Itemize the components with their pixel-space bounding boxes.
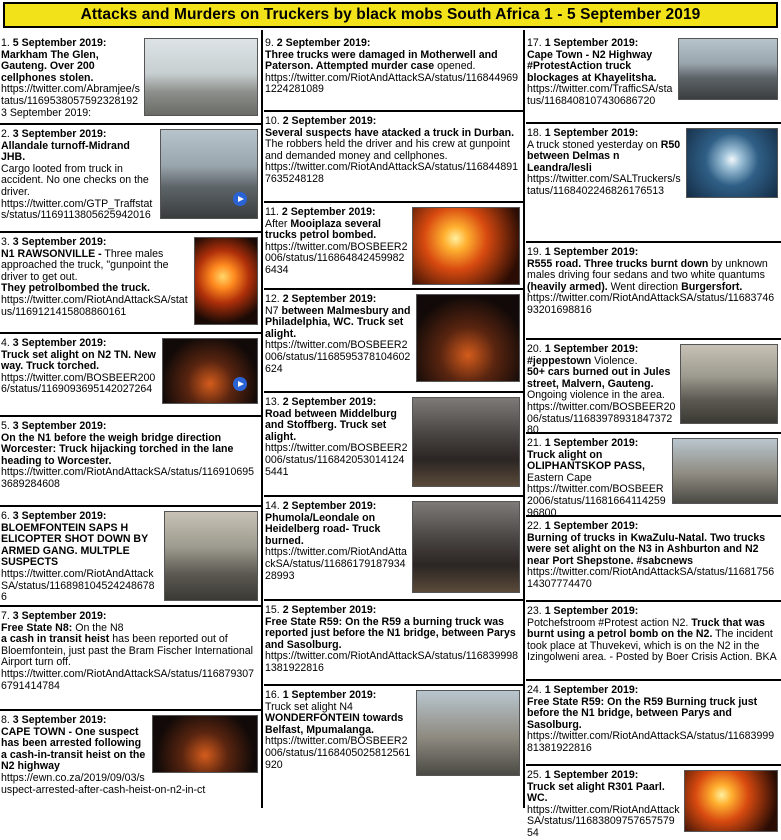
play-icon[interactable] xyxy=(233,192,247,206)
entry-link[interactable]: https://twitter.com/BOSBEER2006/status/1168648424599826434 xyxy=(265,240,408,276)
page-title: Attacks and Murders on Truckers by black mobs South Africa 1 - 5 September 2019 xyxy=(80,6,701,23)
list-item: 12. 2 September 2019: N7 between Malmesbury and Philadelphia, WC. Truck set alight. https://twitter.com/BOSBEER2006/status/1168595378104602624 xyxy=(264,288,523,388)
column-right xyxy=(526,34,781,839)
highway-photo xyxy=(678,38,778,100)
page-title-bar xyxy=(3,2,778,28)
list-item: 22. 1 September 2019: Burning of trucks in KwaZulu-Natal. Two trucks were set alight on the N3 in Ashburton and N2 near Port Shepstone. #sabcnews https://twitter.com/RiotAndAttackSA/status/1168175614307774470 xyxy=(526,515,781,606)
list-item: 10. 2 September 2019: Several suspects have atacked a truck in Durban. The robbers held the driver and his crew at gunpoint and demanded money and cellphones. https://twitter.com/RiotAndAttackSA/status/1168448917635248128 xyxy=(264,110,523,228)
entry-headline: Truck set alight on N2 TN. New way. Truck torched. xyxy=(1,348,156,373)
entry-link[interactable]: https://twitter.com/BOSBEER2006/status/1168595378104602624 xyxy=(265,339,411,375)
entry-link[interactable]: Eastern Cape https://twitter.com/BOSBEER2006/status/1168166411425996800 xyxy=(527,471,666,519)
entry-headline: Phumola/Leondale on Heidelberg road- Truck burned. xyxy=(265,511,381,547)
column-middle xyxy=(264,34,523,808)
burned-cars-photo xyxy=(680,344,778,424)
entry-link[interactable]: https://twitter.com/RiotAndAttackSA/status/1168399981381922816 xyxy=(265,650,519,674)
list-item: 4. 3 September 2019: Truck set alight on N2 TN. New way. Truck torched. https://twitter.com/BOSBEER2006/status/1169093695142027264 xyxy=(0,332,261,412)
entry-headline: Cape Town - N2 Highway #ProtestAction truck blockages at Khayelitsha. xyxy=(527,48,657,84)
entry-link[interactable]: https://twitter.com/SALTruckers/status/1168402246826176513 xyxy=(527,173,681,197)
list-item: 7. 3 September 2019: Free State N8: On the N8 a cash in transit heist has been reported out of Bloemfontein, just past the Bram Fischer International Airport turn off. https://twitter.com/RiotAndAttackSA/status/1168793076791414784 xyxy=(0,605,261,707)
list-item: 19. 1 September 2019: R555 road. Three trucks burnt down by unknown males driving four sedans and two white quantums (heavily armed). Went direction Burgersfort. https://twitter.com/RiotAndAttackSA/status/1168374693201698816 xyxy=(526,241,781,336)
police-scene-photo xyxy=(152,715,258,773)
truck-photo xyxy=(144,38,258,116)
broken-windscreen-photo xyxy=(686,128,778,198)
entry-link[interactable]: Cargo looted from truck in accident. No one checks on the driver. https://twitter.com/GTP_Traffstats/status/1169113805625942016 xyxy=(1,162,153,222)
entry-headline: They petrolbombed the truck. xyxy=(1,282,150,295)
entry-link[interactable]: https://twitter.com/RiotAndAttackSA/status/1168374693201698816 xyxy=(527,292,775,316)
entry-link[interactable]: https://twitter.com/RiotAndAttackSA/status/1168380975765757954 xyxy=(527,803,680,839)
entry-link[interactable]: https://ewn.co.za/2019/09/03/suspect-arrested-after-cash-heist-on-n2-in-ct xyxy=(1,771,206,796)
entry-headline: 50+ cars burned out in Jules street, Malvern, Gauteng. xyxy=(527,366,671,390)
entry-headline: On the N1 before the weigh bridge direction Worcester: Truck hijacking torched in the lane heading to Worcester. xyxy=(1,431,234,467)
list-item: 1. 5 September 2019: Markham The Glen, Gauteng. Over 200 cellphones stolen. https://twitter.com/Abramjee/status/1169538057592328192 3 September 2019: xyxy=(0,34,261,119)
list-item: 23. 1 September 2019: Potchefstroom #Protest action N2. Truck that was burnt using a petrol bomb on the N2. The incident took place at Thuvekevi, which is on the N2 in the Izingolweni area. - Posted by Boer Crisis Action. BKA xyxy=(526,600,781,683)
list-item: 2. 3 September 2019: Allandale turnoff-Midrand JHB. Cargo looted from truck in accident. No one checks on the driver. https://twitter.com/GTP_Traffstats/status/1169113805625942016 xyxy=(0,123,261,228)
entry-link[interactable]: https://twitter.com/RiotAndAttackSA/status/1168175614307774470 xyxy=(527,566,775,590)
list-item: 6. 3 September 2019: BLOEMFONTEIN SAPS H ELICOPTER SHOT DOWN BY ARMED GANG. MULTPLE SUSPECTS https://twitter.com/RiotAndAttackSA/status/1168981045242486786 xyxy=(0,505,261,602)
entry-link[interactable]: Ongoing violence in the area. https://twitter.com/BOSBEER2006/status/1168397893184737280 xyxy=(527,389,676,437)
list-item: 11. 2 September 2019: After Mooiplaza several trucks petrol bombed. https://twitter.com/BOSBEER2006/status/1168648424599826434 xyxy=(264,201,523,290)
entry-headline: Truck alight on OLIPHANTSKOP PASS, xyxy=(527,448,645,473)
entry-link[interactable]: https://twitter.com/Abramjee/status/1169538057592328192 3 September 2019: xyxy=(1,83,140,119)
list-item: 15. 2 September 2019: Free State R59: On the R59 a burning truck was reported just before the N1 bridge, between Parys and Sasolburg. https://twitter.com/RiotAndAttackSA/status/1168399981381922816 xyxy=(264,599,523,686)
entry-link[interactable]: https://twitter.com/BOSBEER2006/status/1169093695142027264 xyxy=(1,371,156,396)
list-item: 8. 3 September 2019: CAPE TOWN - One suspect has been arrested following a cash-in-transit heist on the N2 highway https://ewn.co.za/2019/09/03/suspect-arrested-after-cash-heist-on-n2-in-ct xyxy=(0,709,261,808)
fire-photo xyxy=(684,770,778,832)
mountain-pass-fire-photo xyxy=(672,438,778,504)
list-item: 21. 1 September 2019: Truck alight on OLIPHANTSKOP PASS, Eastern Cape https://twitter.com/BOSBEER2006/status/1168166411425996800 xyxy=(526,432,781,526)
list-item: 17. 1 September 2019: Cape Town - N2 Highway #ProtestAction truck blockages at Khayelitsha. https://twitter.com/TrafficSA/status/1168408107430686720 xyxy=(526,34,781,122)
entry-link[interactable]: https://twitter.com/RiotAndAttackSA/status/1169121415808860161 xyxy=(1,293,188,318)
list-item: 5. 3 September 2019: On the N1 before the weigh bridge direction Worcester: Truck hijacking torched in the lane heading to Worcester. https://twitter.com/RiotAndAttackSA/status/1169106953689284608 xyxy=(0,415,261,503)
list-item: 13. 2 September 2019: Road between Middelburg and Stoffberg. Truck set alight. https://twitter.com/BOSBEER2006/status/1168420530141245441 xyxy=(264,391,523,492)
list-item: 24. 1 September 2019: Free State R59: On the R59 Burning truck just before the N1 bridge, between Parys and Sasolburg. https://twitter.com/RiotAndAttackSA/status/1168399981381922816 xyxy=(526,679,781,767)
entry-link[interactable]: https://twitter.com/RiotAndAttackSA/status/1168981045242486786 xyxy=(1,567,155,604)
entry-link[interactable]: https://twitter.com/RiotAndAttackSA/status/1168399981381922816 xyxy=(527,730,775,754)
list-item: 25. 1 September 2019: Truck set alight R301 Paarl. WC. https://twitter.com/RiotAndAttackSA/status/1168380975765757954 xyxy=(526,764,781,808)
list-item: 18. 1 September 2019: A truck stoned yesterday on R50 between Delmas n Leandra/lesli https://twitter.com/SALTruckers/status/1168402246826176513 xyxy=(526,122,781,242)
burnt-truck-photo xyxy=(412,501,520,593)
entry-headline: Markham The Glen, Gauteng. Over 200 cellphones stolen. xyxy=(1,48,99,84)
burning-truck-photo xyxy=(416,294,520,382)
play-icon[interactable] xyxy=(233,377,247,391)
burning-truck-photo[interactable] xyxy=(162,338,258,404)
list-item: 9. 2 September 2019: Three trucks were damaged in Motherwell and Paterson. Attempted murder case opened. https://twitter.com/RiotAndAttackSA/status/1168449691224281089 xyxy=(265,37,519,96)
entry-headline: Allandale turnoff-Midrand JHB. xyxy=(1,139,130,164)
list-item: 16. 1 September 2019: Truck set alight N4 WONDERFONTEIN towards Belfast, Mpumalanga. https://twitter.com/BOSBEER2006/status/1168405025812561920 xyxy=(264,684,523,808)
column-left xyxy=(0,34,261,808)
column-divider xyxy=(261,30,263,808)
burnt-truck-photo xyxy=(412,397,520,487)
entry-link[interactable]: https://twitter.com/BOSBEER2006/status/1168405025812561920 xyxy=(265,735,411,771)
entry-link[interactable]: https://twitter.com/BOSBEER2006/status/1168420530141245441 xyxy=(265,442,408,478)
entry-headline: Free State R59: On the R59 Burning truck just before the N1 bridge, between Parys and Sasolburg. xyxy=(527,695,758,731)
accident-photo[interactable] xyxy=(160,129,258,219)
entry-headline: Truck set alight R301 Paarl. WC. xyxy=(527,780,665,805)
list-item: 14. 2 September 2019: Phumola/Leondale on Heidelberg road- Truck burned. https://twitter.com/RiotAndAttackSA/status/1168617918793428993 xyxy=(264,495,523,597)
entry-link[interactable]: https://twitter.com/RiotAndAttackSA/status/1169106953689284608 xyxy=(1,466,255,490)
list-item: 3. 3 September 2019: N1 RAWSONVILLE - Three males approached the truck, "gunpoint the driver to get out. They petrolbombed the truck. https://twitter.com/RiotAndAttackSA/status/1169121415808860161 xyxy=(0,231,261,329)
fire-photo xyxy=(412,207,520,285)
fire-photo xyxy=(194,237,258,325)
entry-headline: Road between Middelburg and Stoffberg. Truck set alight. xyxy=(265,407,397,443)
list-item: 20. 1 September 2019: #jeppestown Violence. 50+ cars burned out in Jules street, Malvern, Gauteng. Ongoing violence in the area. https://twitter.com/BOSBEER2006/status/1168397893184737280 xyxy=(526,338,781,453)
trucks-road-photo xyxy=(416,690,520,776)
column-divider xyxy=(523,30,525,808)
entry-headline: Burning of trucks in KwaZulu-Natal. Two trucks were set alight on the N3 in Ashburton and N2 near Port Shepstone. #sabcnews xyxy=(527,531,766,567)
entry-headline: Free State R59: On the R59 a burning truck was reported just before the N1 bridge, between Parys and Sasolburg. xyxy=(265,615,516,651)
entry-headline: BLOEMFONTEIN SAPS H ELICOPTER SHOT DOWN BY ARMED GANG. MULTPLE SUSPECTS xyxy=(1,521,148,569)
helicopter-photo xyxy=(164,511,258,601)
entry-link[interactable]: https://twitter.com/TrafficSA/status/1168408107430686720 xyxy=(527,83,673,107)
entry-link[interactable]: https://twitter.com/RiotAndAttackSA/status/1168617918793428993 xyxy=(265,546,407,582)
entry-headline: CAPE TOWN - One suspect has been arrested following a cash-in-transit heist on the N2 highway xyxy=(1,725,146,773)
